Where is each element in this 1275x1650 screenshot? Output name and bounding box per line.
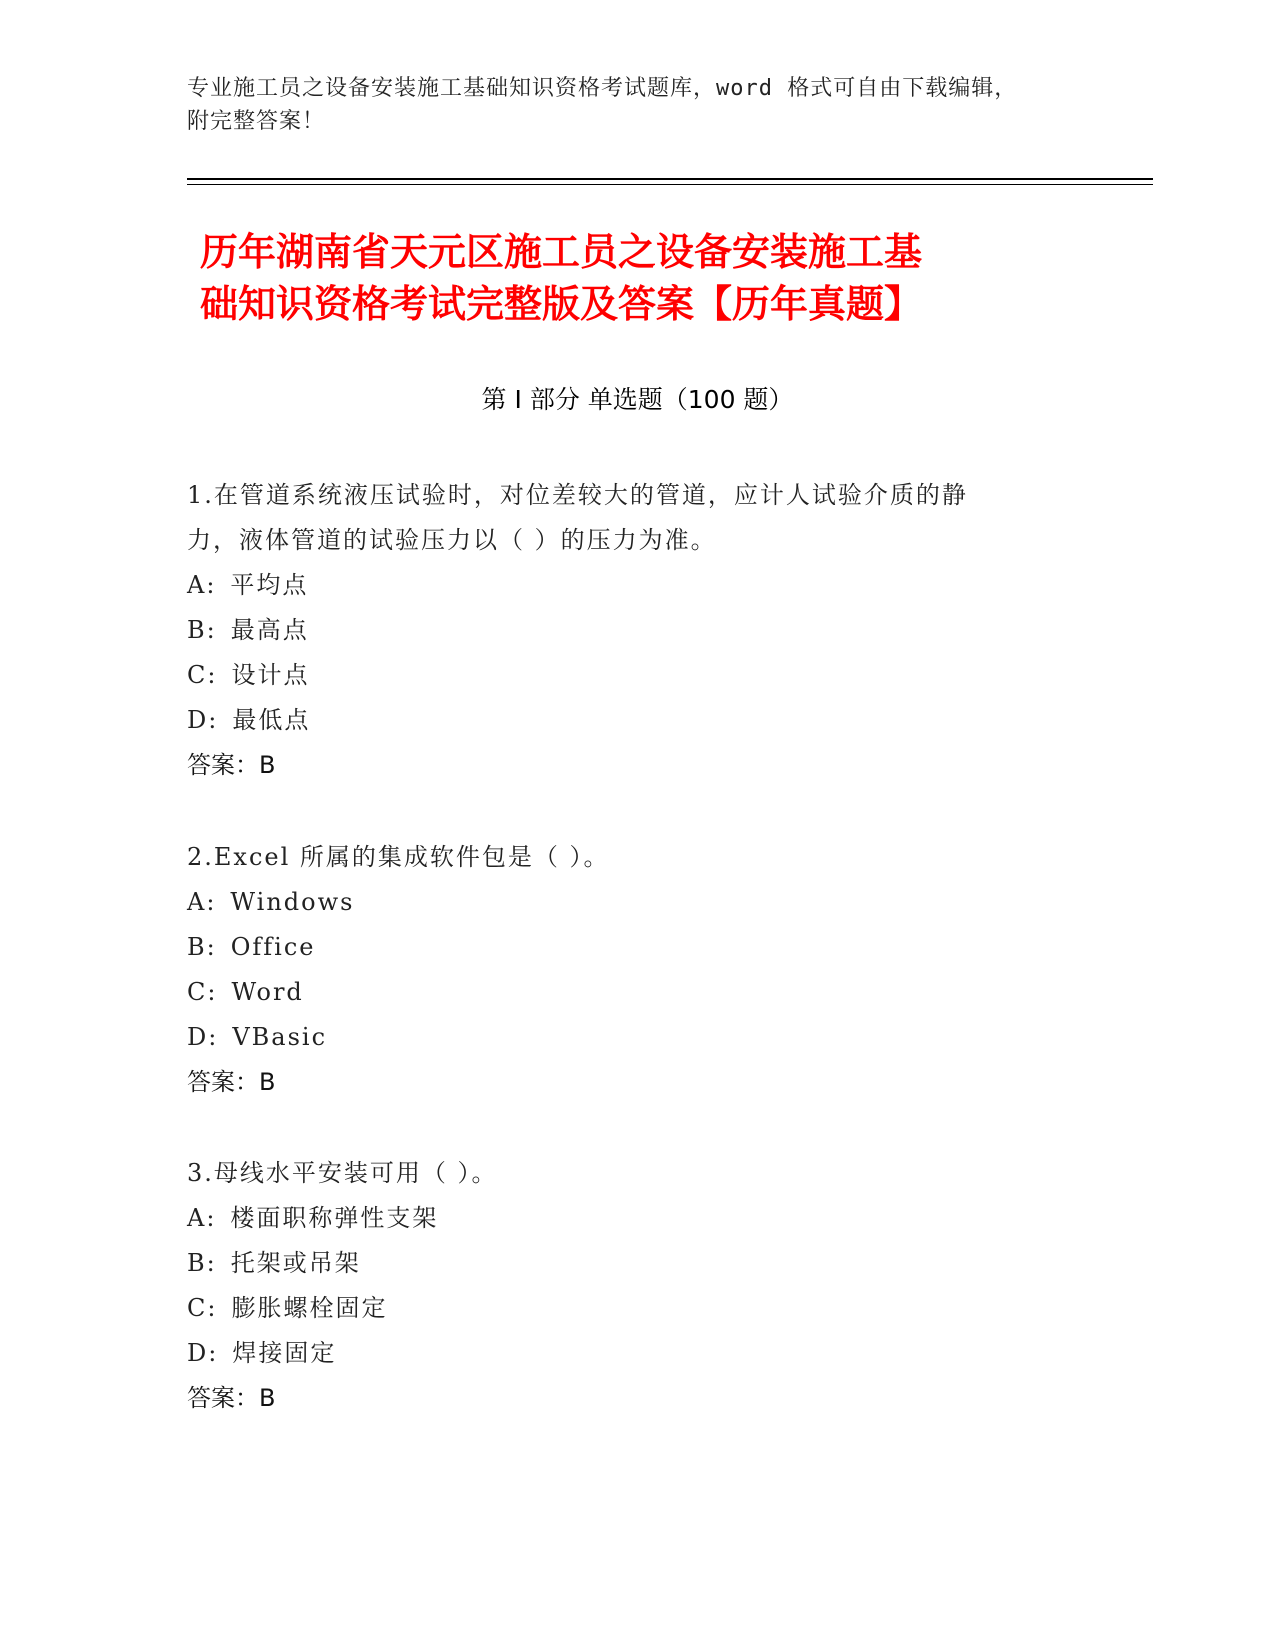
option-a [187,880,1067,925]
option-text: Windows [230,888,355,916]
document-title-line-1: 历年湖南省天元区施工员之设备安装施工基 [200,230,923,274]
option-letter: B: [187,616,217,644]
option-letter: C: [187,1294,218,1322]
option-a [187,563,1067,608]
question-stem-line: 1.在管道系统液压试验时，对位差较大的管道，应计人试验介质的静 [187,481,968,509]
option-c [187,1286,1067,1331]
header-note [187,72,1067,138]
question-stem-line: 2.Excel 所属的集成软件包是（ ）。 [187,843,610,871]
question-1 [187,473,1067,788]
header-note-line-2: 附完整答案！ [187,109,326,134]
option-text: 焊接固定 [232,1339,337,1367]
header-divider-thick [187,178,1153,180]
option-text: 托架或吊架 [230,1249,361,1277]
option-letter: A: [187,1204,217,1232]
option-letter: D: [187,1023,219,1051]
option-text: 平均点 [230,571,309,599]
option-letter: D: [187,1339,219,1367]
question-stem-line: 力，液体管道的试验压力以（ ）的压力为准。 [187,526,717,554]
option-text: 最高点 [230,616,309,644]
option-letter: C: [187,978,218,1006]
option-d [187,1331,1067,1376]
option-c [187,970,1067,1015]
document-title-line-2: 础知识资格考试完整版及答案【历年真题】 [200,282,923,326]
answer: 答案：B [187,1068,276,1096]
option-b [187,608,1067,653]
document-title [200,226,1080,330]
option-b [187,1241,1067,1286]
option-d [187,698,1067,743]
option-a [187,1196,1067,1241]
answer: 答案：B [187,1384,276,1412]
option-c [187,653,1067,698]
option-letter: D: [187,706,219,734]
option-b [187,925,1067,970]
option-text: 最低点 [232,706,311,734]
option-letter: A: [187,571,217,599]
option-letter: C: [187,661,218,689]
option-text: 设计点 [231,661,310,689]
question-3 [187,1151,1067,1421]
option-text: Word [231,978,304,1006]
option-letter: B: [187,933,217,961]
header-divider-thin [187,184,1153,185]
question-2 [187,835,1067,1105]
answer: 答案：B [187,751,276,779]
option-letter: B: [187,1249,217,1277]
option-letter: A: [187,888,217,916]
option-d [187,1015,1067,1060]
option-text: 膨胀螺栓固定 [231,1294,388,1322]
section-heading: 第 I 部分 单选题（100 题） [481,385,794,414]
option-text: 楼面职称弹性支架 [230,1204,439,1232]
question-stem-line: 3.母线水平安装可用（ ）。 [187,1159,498,1187]
option-text: Office [230,933,316,961]
header-note-line-1: 专业施工员之设备安装施工基础知识资格考试题库，word 格式可自由下载编辑， [187,76,1018,101]
option-text: VBasic [232,1023,328,1051]
